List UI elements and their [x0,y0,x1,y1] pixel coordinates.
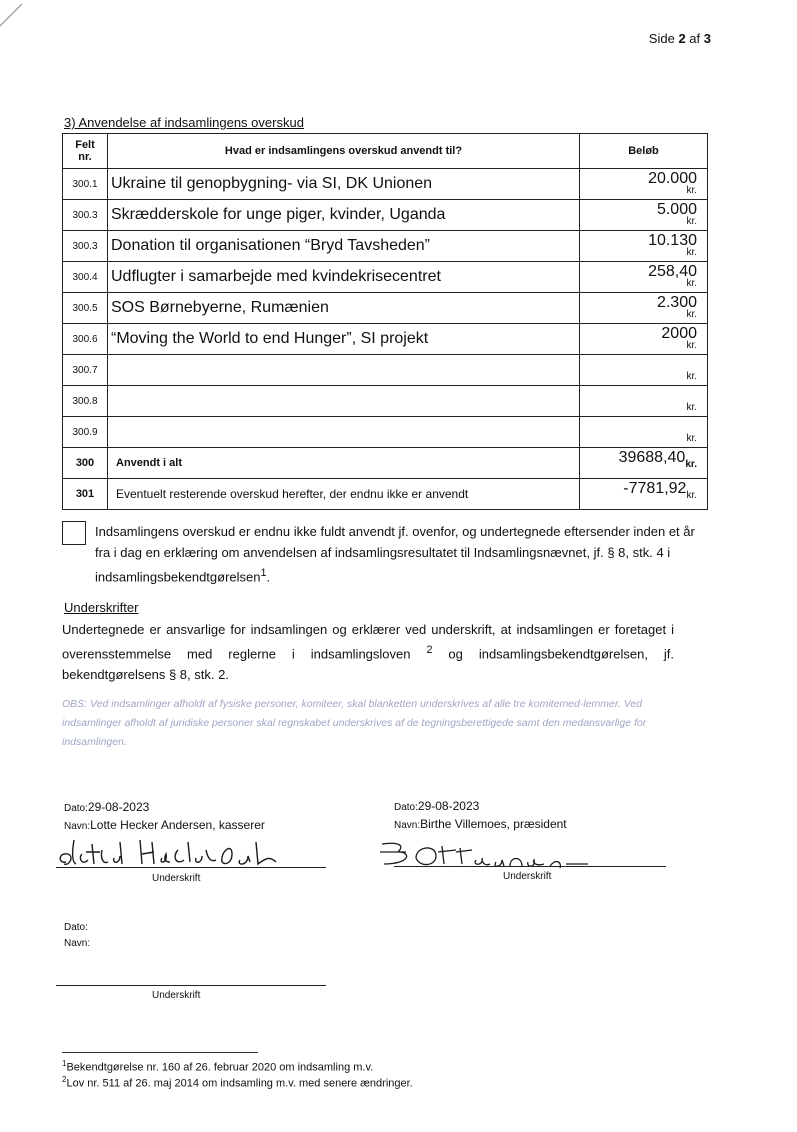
footnote-1: $^1$Bekendtgørelse nr. 160 af 26. februar 2020 om indsamling m.v. [62,1059,374,1074]
signer2-signature-line [394,866,666,867]
row-amount: 10.130 [648,232,697,249]
row-description: Udflugter i samarbejde med kvindekrisecentret [108,262,580,293]
row-felt: 300.5 [63,293,108,324]
signer2-date: 29-08-2023 [417,799,480,813]
page-current: 2 [678,31,686,46]
table-row [63,324,708,355]
table-header-row [63,134,708,169]
table-row [63,262,708,293]
row-description: Donation til organisationen “Bryd Tavsheden” [108,231,580,262]
scan-corner-mark [0,0,30,30]
remaining-felt: 301 [63,479,108,510]
signer2-underskrift-label: Underskrift [503,871,552,882]
signer1-date-row: Dato:29-08-2023 [64,800,150,814]
row-felt: 300.9 [63,417,108,448]
row-amount: 2.300 [656,294,697,311]
page-total: 3 [703,31,711,46]
table-row [63,417,708,448]
signer1-date: 29-08-2023 [87,800,150,814]
signer2-name-row: Navn:Birthe Villemoes, præsident [394,817,567,831]
row-description: “Moving the World to end Hunger”, SI projekt [108,324,580,355]
page-label: Side [648,31,675,46]
header-question: Hvad er indsamlingens overskud anvendt til? [108,134,580,169]
row-amount-cell [580,200,708,231]
surplus-table [62,133,708,510]
signer2-name: Birthe Villemoes, præsident [420,817,567,831]
currency-label: kr. [686,340,697,351]
total-amount: 39688,40 [618,449,686,466]
signer1-signature-line [56,867,326,868]
section-title: 3) Anvendelse af indsamlingens overskud [64,115,304,130]
obs-note: OBS: Ved indsamlinger afholdt af fysiske personer, komiteer, skal blanketten underskrives af alle tre komitemed-lemmer. Ved indsamlinger afholdt af juridiske personer skal regnskabet underskrives af de tegningsberettigede samt den medansvarlige for indsamlingen. [62,698,647,748]
currency-label: kr. [685,459,697,470]
row-amount-cell [580,293,708,324]
signer3-name-row: Navn: [64,938,91,949]
table-row [63,386,708,417]
row-felt: 300.3 [63,200,108,231]
table-row [63,169,708,200]
signer3-date-row: Dato: [64,922,88,933]
signer2-date-row: Dato:29-08-2023 [394,799,480,813]
table-row [63,200,708,231]
row-felt: 300.1 [63,169,108,200]
page-number [649,31,711,46]
row-amount: 258,40 [648,263,697,280]
row-amount-cell [580,324,708,355]
total-amount-cell [580,448,708,479]
signer1-name: Lotte Hecker Andersen, kasserer [90,818,265,832]
row-amount-cell [580,386,708,417]
row-description: Skrædderskole for unge piger, kvinder, Uganda [108,200,580,231]
total-label: Anvendt i alt [108,448,580,479]
currency-label: kr. [686,216,697,227]
currency-label: kr. [686,433,697,444]
row-felt: 300.6 [63,324,108,355]
signer1-signature-image [56,832,296,872]
signatures-heading: Underskrifter [64,600,139,615]
header-amount: Beløb [580,134,708,169]
row-description [108,386,580,417]
row-amount-cell [580,169,708,200]
table-row-remaining [63,479,708,510]
table-row-total [63,448,708,479]
footnote-2: $^2$Lov nr. 511 af 26. maj 2014 om indsamling m.v. med senere ændringer. [62,1075,413,1090]
row-amount: 5.000 [656,201,697,218]
row-felt: 300.8 [63,386,108,417]
footnote-divider [62,1052,258,1053]
checkbox-text: Indsamlingens overskud er endnu ikke fuldt anvendt jf. ovenfor, og undertegnede eftersender inden et år fra i dag en erklæring om anvendelsen af indsamlingsresultatet til Indsamlingsnævnet, jf. § 8, stk. 4 i indsamlingsbekendtgørelsen$^1$. [95,524,695,585]
row-description [108,417,580,448]
row-description: Ukraine til genopbygning- via SI, DK Unionen [108,169,580,200]
row-amount-cell [580,231,708,262]
row-felt: 300.3 [63,231,108,262]
row-amount: 2000 [661,325,697,342]
table-row [63,355,708,386]
row-amount-cell [580,262,708,293]
row-amount-cell [580,417,708,448]
currency-label: kr. [686,371,697,382]
signatures-text: Undertegnede er ansvarlige for indsamlingen og erklærer ved underskrift, at indsamlingen er foretaget i overensstemmelse med reglerne i indsamlingsloven $^2$ og indsamlingsbekendtgørelsen, jf. bekendtgørelsens § 8, stk. 2. [62,622,674,683]
row-felt: 300.7 [63,355,108,386]
footnote-ref: 2 [426,644,433,656]
remaining-amount-cell [580,479,708,510]
row-description: SOS Børnebyerne, Rumænien [108,293,580,324]
row-description [108,355,580,386]
currency-label: kr. [686,278,697,289]
page-of: af [689,31,701,46]
signer1-name-row: Navn:Lotte Hecker Andersen, kasserer [64,818,265,832]
remaining-amount: -7781,92 [623,480,687,497]
surplus-not-used-checkbox[interactable] [62,521,86,545]
signer3-underskrift-label: Underskrift [152,990,201,1001]
footnote-ref: 1 [260,567,267,579]
currency-label: kr. [686,490,697,501]
table-row [63,293,708,324]
row-felt: 300.4 [63,262,108,293]
row-amount: 20.000 [648,170,697,187]
row-amount-cell [580,355,708,386]
currency-label: kr. [686,309,697,320]
currency-label: kr. [686,247,697,258]
currency-label: kr. [686,185,697,196]
header-felt: Felt nr. [63,134,108,169]
table-row [63,231,708,262]
remaining-label: Eventuelt resterende overskud herefter, der endnu ikke er anvendt [108,479,580,510]
signer1-underskrift-label: Underskrift [152,873,201,884]
currency-label: kr. [686,402,697,413]
signer2-signature-image [376,836,616,870]
signer3-signature-line [56,985,326,986]
total-felt: 300 [63,448,108,479]
